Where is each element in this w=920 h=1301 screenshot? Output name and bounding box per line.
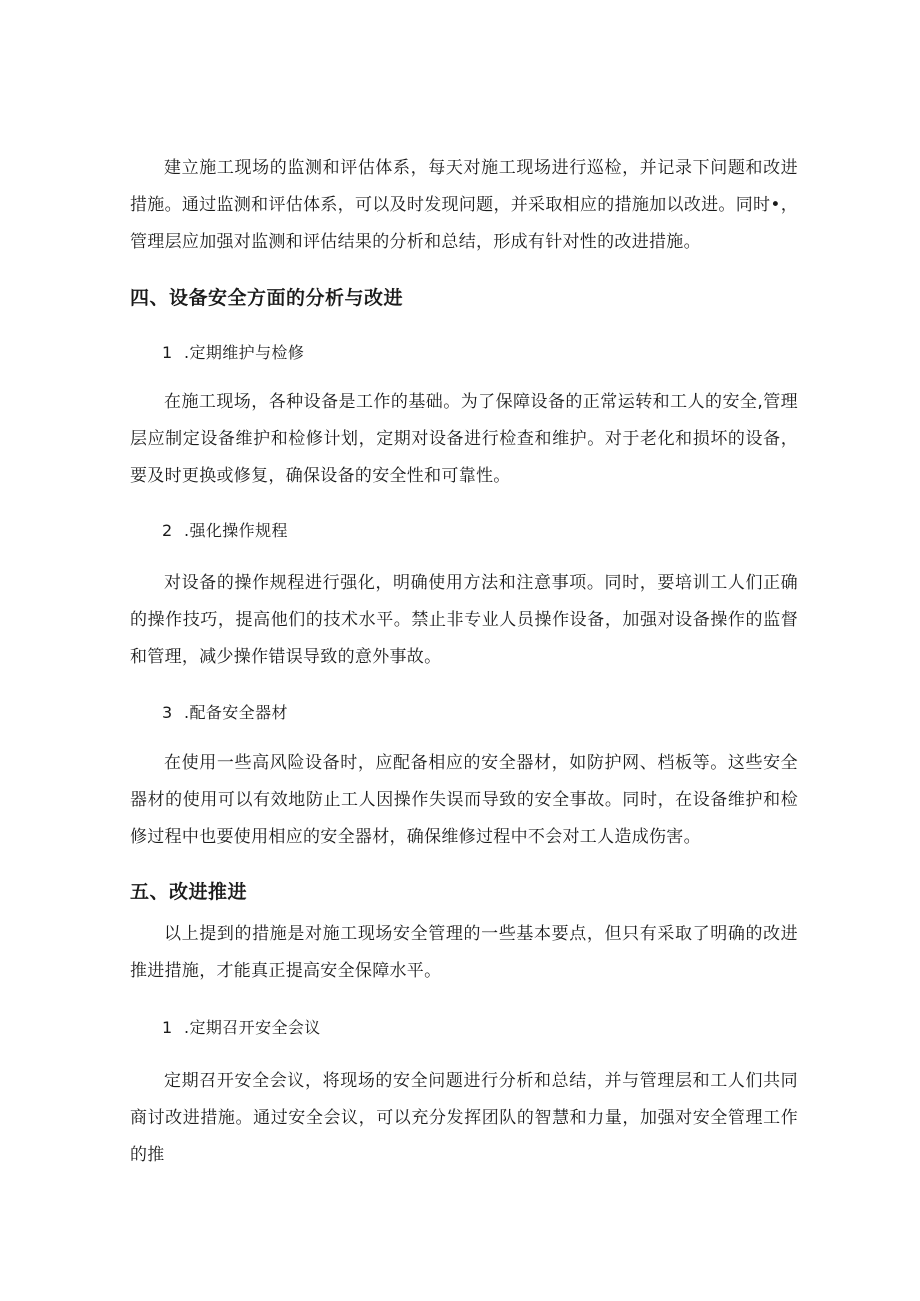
intro-paragraph: 建立施工现场的监测和评估体系，每天对施工现场进行巡检，并记录下问题和改进措施。通过监测和评估体系，可以及时发现问题，并采取相应的措施加以改进。同时•，管理层应加强对监测和评估结果的分析和总结，形成有针对性的改进措施。 (130, 158, 798, 252)
section-4-item-1-paragraph: 在施工现场，各种设备是工作的基础。为了保障设备的正常运转和工人的安全,管理层应制定设备维护和检修计划，定期对设备进行检查和维护。对于老化和损坏的设备，要及时更换或修复，确保设备的安全性和可靠性。 (130, 392, 798, 486)
item-number: 3 (162, 703, 173, 722)
item-label: .定期召开安全会议 (184, 1018, 321, 1037)
section-4-item-2-heading (162, 518, 288, 541)
item-label: .配备安全器材 (184, 703, 288, 722)
item-label: .强化操作规程 (184, 521, 288, 540)
section-5-item-1-heading (162, 1015, 321, 1038)
item-number: 1 (162, 1018, 173, 1037)
section-4-item-1-heading (162, 340, 304, 363)
section-5-item-1-paragraph: 定期召开安全会议，将现场的安全问题进行分析和总结，并与管理层和工人们共同商讨改进措施。通过安全会议，可以充分发挥团队的智慧和力量，加强对安全管理工作的推 (130, 1071, 798, 1165)
section-4-item-3-heading (162, 700, 288, 723)
item-number: 1 (162, 343, 173, 362)
section-4-item-3-paragraph: 在使用一些高风险设备时，应配备相应的安全器材，如防护网、档板等。这些安全器材的使用可以有效地防止工人因操作失误而导致的安全事故。同时，在设备维护和检修过程中也要使用相应的安全器材，确保维修过程中不会对工人造成伤害。 (130, 753, 798, 847)
item-label: .定期维护与检修 (184, 343, 305, 362)
section-4-item-2-paragraph: 对设备的操作规程进行强化，明确使用方法和注意事项。同时，要培训工人们正确的操作技巧，提高他们的技术水平。禁止非专业人员操作设备，加强对设备操作的监督和管理，减少操作错误导致的意外事故。 (130, 573, 798, 667)
section-5-heading: 五、改进推进 (130, 881, 248, 903)
section-5-intro-paragraph: 以上提到的措施是对施工现场安全管理的一些基本要点，但只有采取了明确的改进推进措施，才能真正提高安全保障水平。 (130, 924, 798, 981)
item-number: 2 (162, 521, 173, 540)
section-4-heading: 四、设备安全方面的分析与改进 (130, 287, 404, 309)
